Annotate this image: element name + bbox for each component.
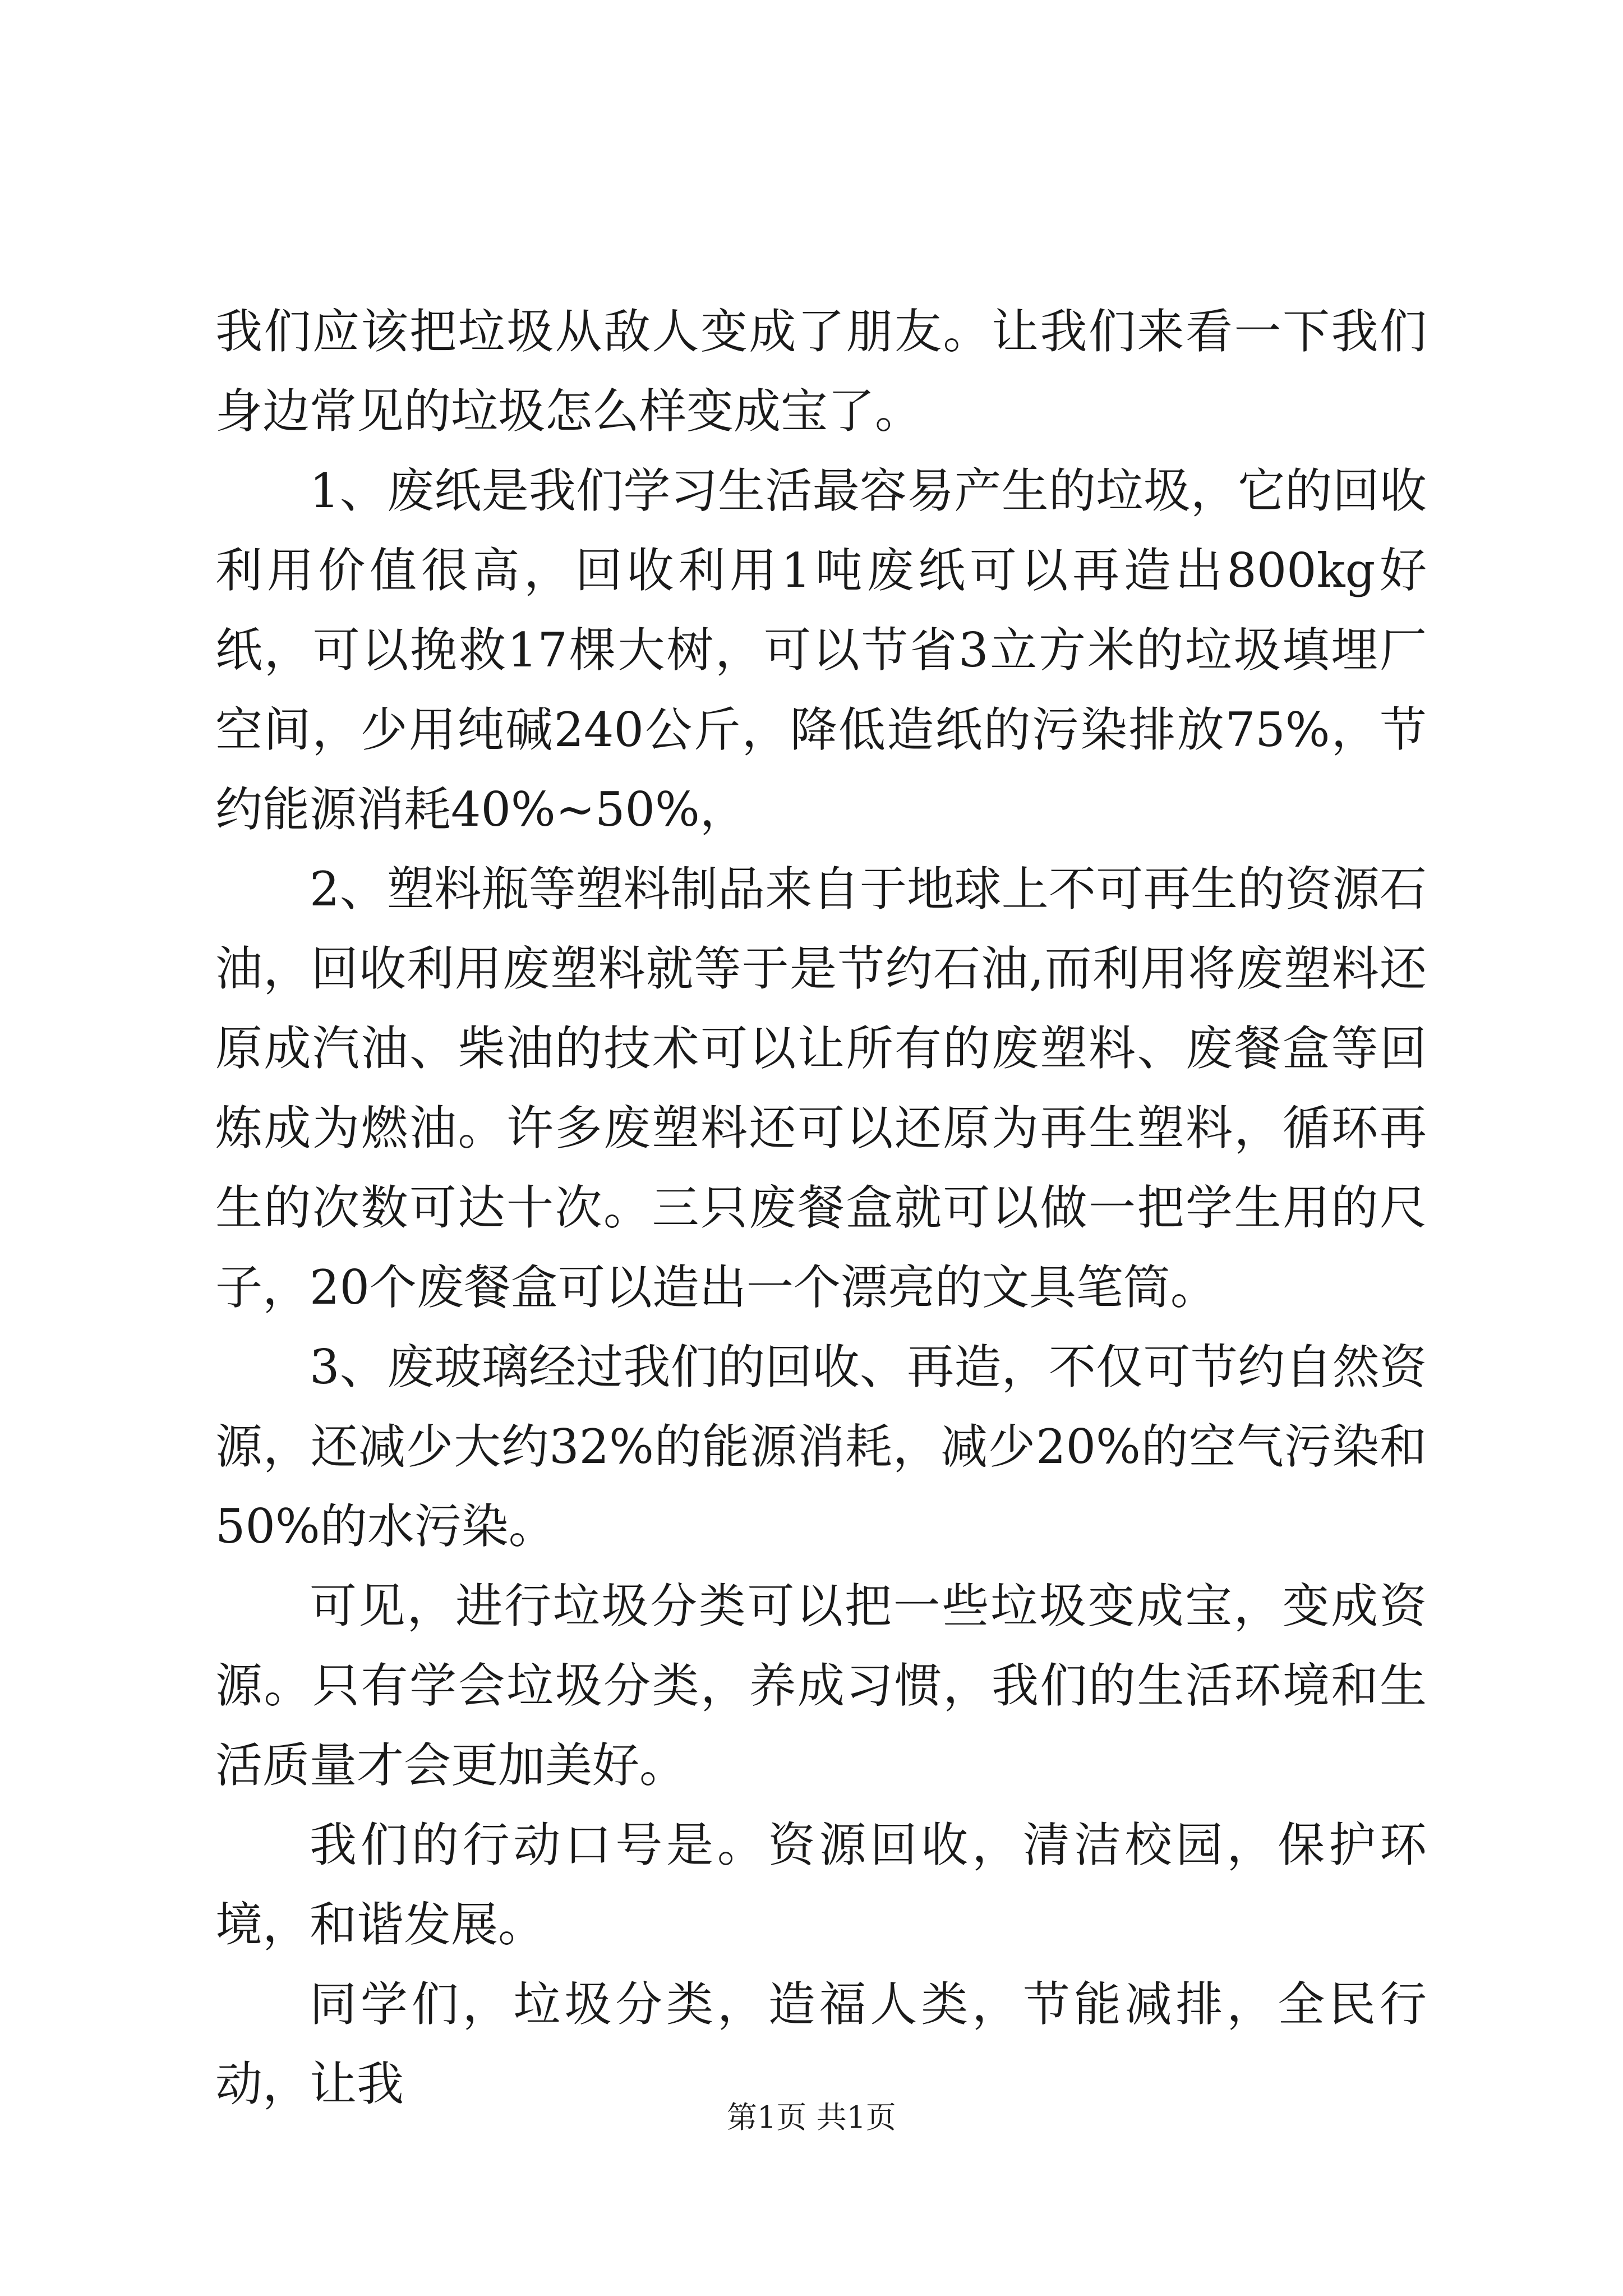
paragraph: 1、废纸是我们学习生活最容易产生的垃圾，它的回收利用价值很高，回收利用1吨废纸可以再造出800kg好纸，可以挽救17棵大树，可以节省3立方米的垃圾填埋厂空间，少用纯碱240公斤，降低造纸的污染排放75%，节约能源消耗40%~50%， <box>215 463 1427 837</box>
paragraph: 我们应该把垃圾从敌人变成了朋友。让我们来看一下我们身边常见的垃圾怎么样变成宝了。 <box>215 304 1427 439</box>
page-number: 第1页 共1页 <box>727 2100 896 2135</box>
paragraph: 2、塑料瓶等塑料制品来自于地球上不可再生的资源石油，回收利用废塑料就等于是节约石油,而利用将废塑料还原成汽油、柴油的技术可以让所有的废塑料、废餐盒等回炼成为燃油。许多废塑料还可以还原为再生塑料，循环再生的次数可达十次。三只废餐盒就可以做一把学生用的尺子，20个废餐盒可以造出一个漂亮的文具笔筒。 <box>215 862 1427 1315</box>
document-body <box>215 292 1427 2124</box>
paragraph: 同学们，垃圾分类，造福人类，节能减排，全民行动，让我 <box>215 1977 1427 2111</box>
page-footer <box>0 2098 1623 2137</box>
paragraph: 可见，进行垃圾分类可以把一些垃圾变成宝，变成资源。只有学会垃圾分类，养成习惯，我们的生活环境和生活质量才会更加美好。 <box>215 1579 1427 1793</box>
paragraph: 3、废玻璃经过我们的回收、再造，不仅可节约自然资源，还减少大约32%的能源消耗，减少20%的空气污染和50%的水污染。 <box>215 1340 1427 1554</box>
paragraph: 我们的行动口号是。资源回收，清洁校园，保护环境，和谐发展。 <box>215 1818 1427 1952</box>
